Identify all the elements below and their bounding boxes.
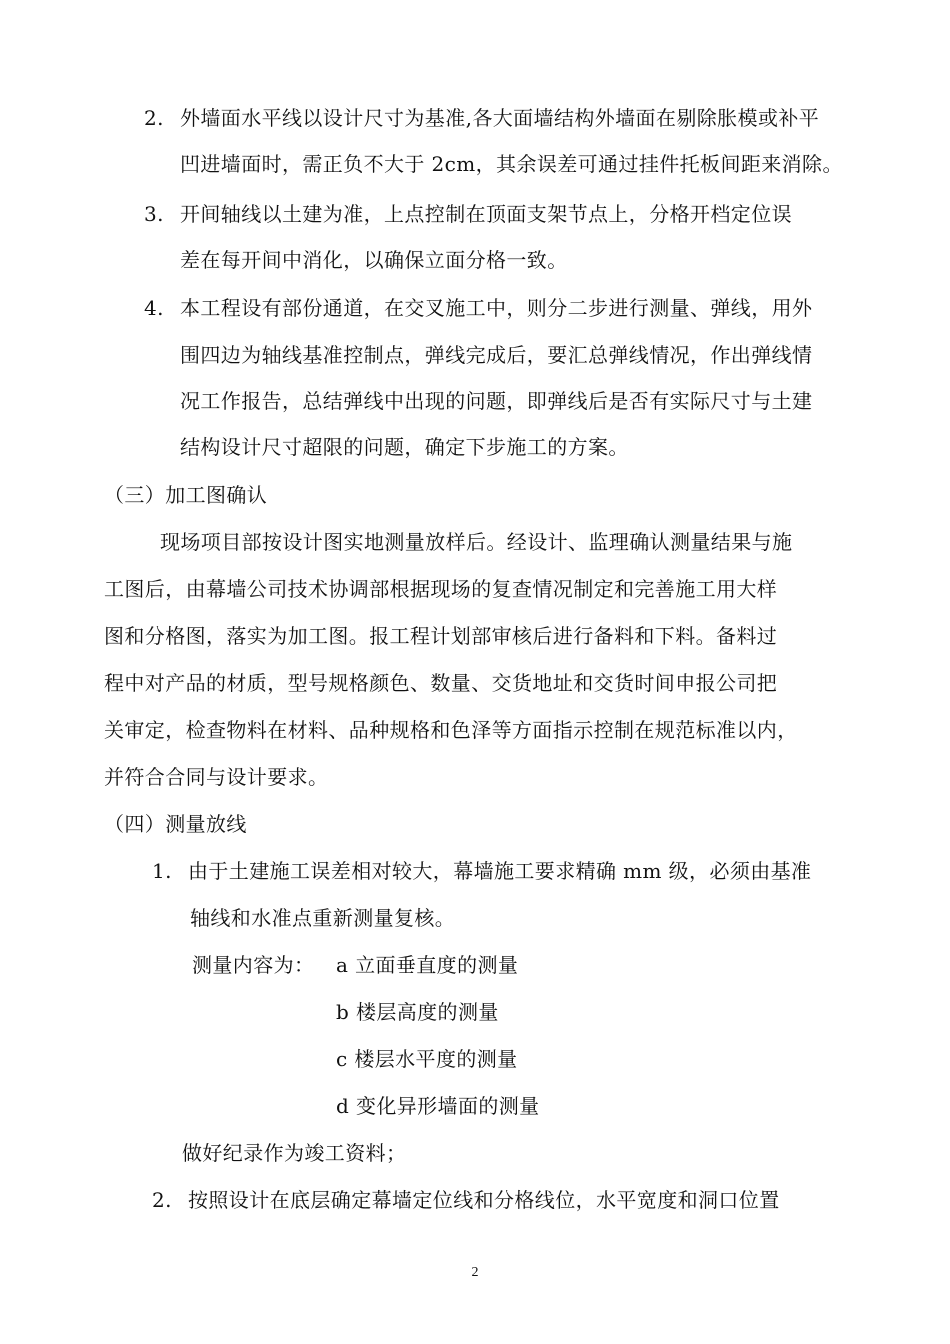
record-note: 做好纪录作为竣工资料； [182, 1141, 407, 1165]
measure-item-d: d 变化异形墙面的测量 [336, 1094, 540, 1118]
section4-item-2-line-1 [152, 1186, 780, 1214]
measure-item-b: b 楼层高度的测量 [336, 1000, 499, 1024]
page-number: 2 [471, 1265, 479, 1280]
item-4-line-4: 结构设计尺寸超限的问题，确定下步施工的方案。 [180, 435, 629, 459]
item-number: 2. [152, 1188, 172, 1212]
paragraph-3-line-3: 图和分格图，落实为加工图。报工程计划部审核后进行备料和下料。备料过 [104, 624, 778, 648]
measure-item-a: a 立面垂直度的测量 [336, 953, 519, 977]
section-heading-3: （三）加工图确认 [104, 483, 268, 507]
section4-item-1-line-2: 轴线和水准点重新测量复核。 [190, 906, 456, 930]
measure-label: 测量内容为： [192, 953, 315, 977]
item-2-line-1 [144, 104, 819, 132]
item-number: 2. [144, 106, 164, 130]
section-heading-4: （四）测量放线 [104, 812, 247, 836]
paragraph-3-line-4: 程中对产品的材质，型号规格颜色、数量、交货地址和交货时间申报公司把 [104, 671, 778, 695]
item-4-line-1 [144, 294, 812, 322]
paragraph-3-line-6: 并符合合同与设计要求。 [104, 765, 329, 789]
item-3-line-1 [144, 200, 792, 228]
section4-item-1-line-1 [152, 857, 811, 885]
item-text: 由于土建施工误差相对较大，幕墙施工要求精确 mm 级，必须由基准 [188, 859, 812, 883]
item-4-line-2: 围四边为轴线基准控制点，弹线完成后，要汇总弹线情况，作出弹线情 [180, 343, 813, 367]
item-text: 本工程设有部份通道，在交叉施工中，则分二步进行测量、弹线，用外 [180, 296, 813, 320]
measure-item-c: c 楼层水平度的测量 [336, 1047, 518, 1071]
paragraph-3-line-5: 关审定，检查物料在材料、品种规格和色泽等方面指示控制在规范标准以内， [104, 718, 798, 742]
item-number: 3. [144, 202, 164, 226]
paragraph-3-line-2: 工图后，由幕墙公司技术协调部根据现场的复查情况制定和完善施工用大样 [104, 577, 778, 601]
item-text: 开间轴线以土建为准，上点控制在顶面支架节点上，分格开档定位误 [180, 202, 792, 226]
item-number: 4. [144, 296, 164, 320]
item-text: 外墙面水平线以设计尺寸为基准,各大面墙结构外墙面在剔除胀模或补平 [180, 106, 820, 130]
item-3-line-2: 差在每开间中消化，以确保立面分格一致。 [180, 248, 568, 272]
item-4-line-3: 况工作报告，总结弹线中出现的问题，即弹线后是否有实际尺寸与土建 [180, 389, 813, 413]
item-text: 按照设计在底层确定幕墙定位线和分格线位，水平宽度和洞口位置 [188, 1188, 780, 1212]
item-number: 1. [152, 859, 172, 883]
item-2-line-2: 凹进墙面时，需正负不大于 2cm，其余误差可通过挂件托板间距来消除。 [180, 152, 843, 176]
paragraph-3-line-1: 现场项目部按设计图实地测量放样后。经设计、监理确认测量结果与施 [160, 530, 793, 554]
